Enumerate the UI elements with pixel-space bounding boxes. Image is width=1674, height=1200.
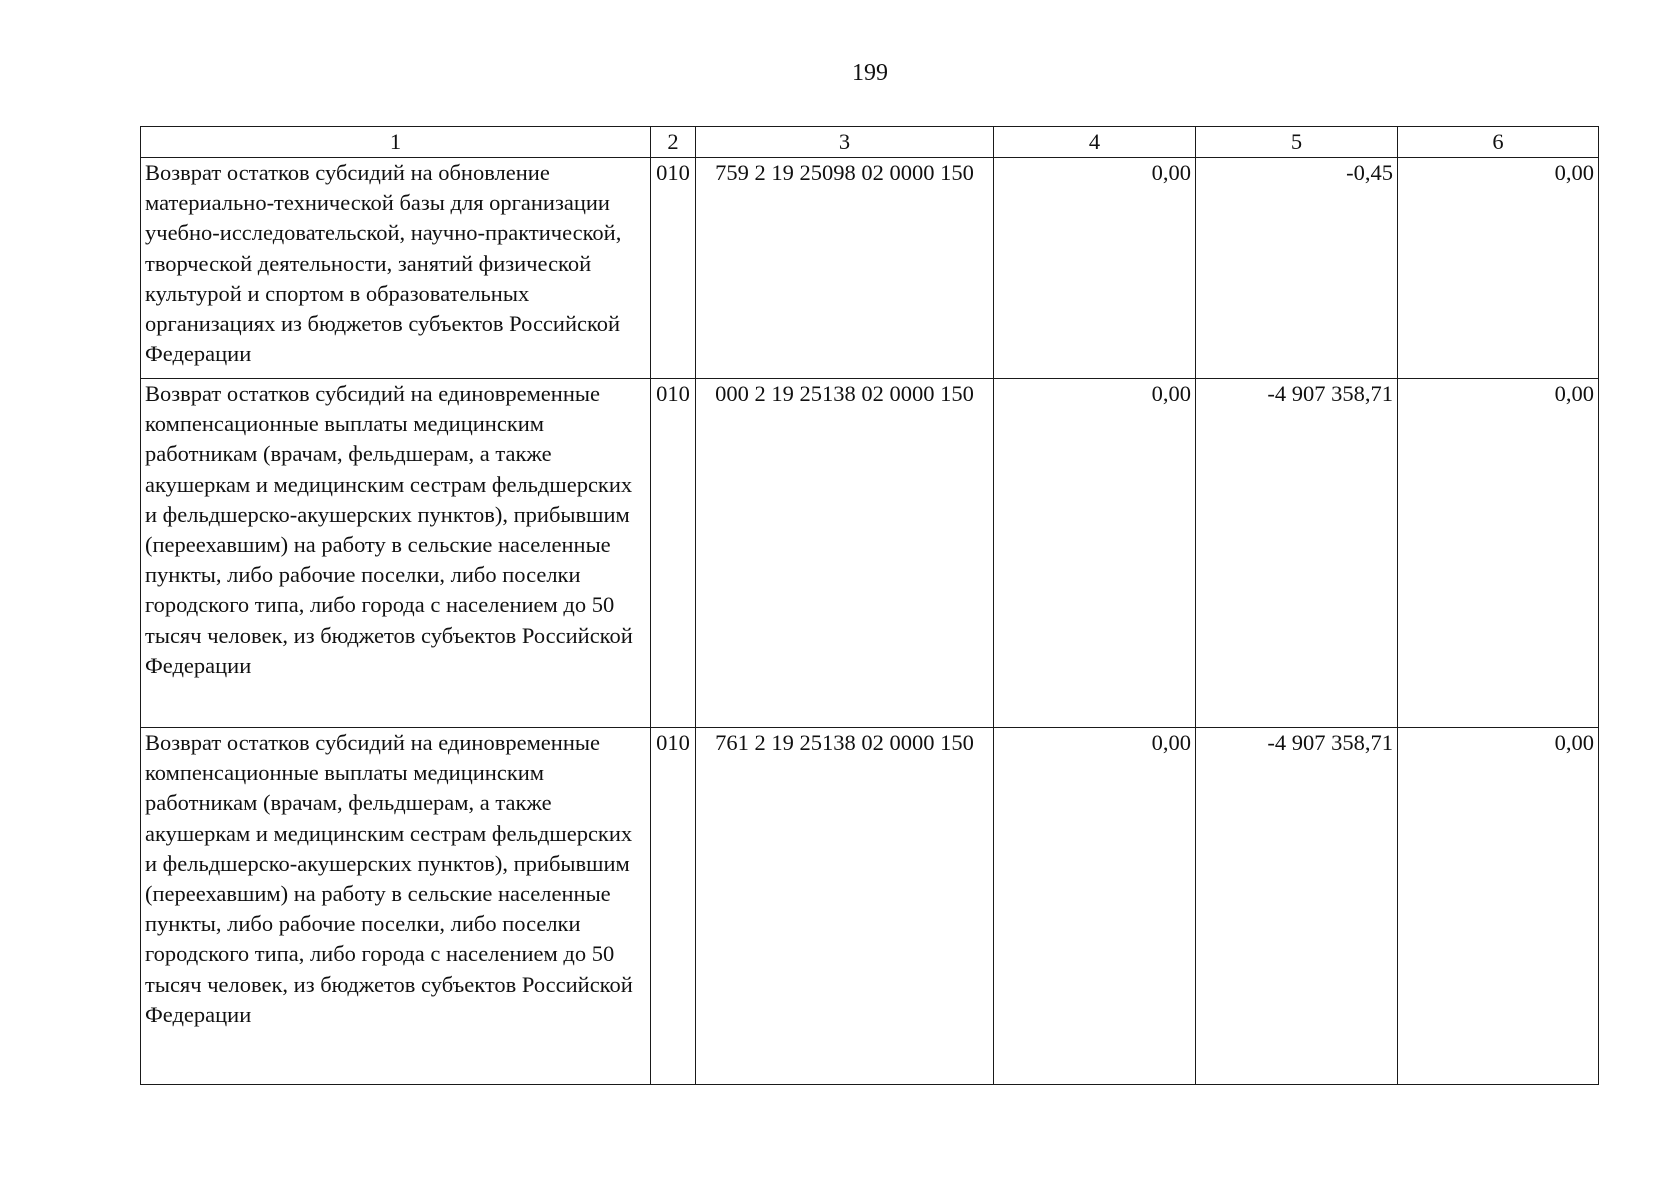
table-row xyxy=(141,158,1599,379)
budget-table xyxy=(140,126,1599,1085)
header-col-6: 6 xyxy=(1398,127,1599,158)
row-admin-code: 010 xyxy=(651,728,696,1085)
row-col4-value: 0,00 xyxy=(994,158,1196,379)
row-col5-value: -4 907 358,71 xyxy=(1196,728,1398,1085)
header-col-4: 4 xyxy=(994,127,1196,158)
row-name: Возврат остатков субсидий на единовременные компенсационные выплаты медицинским работникам (врачам, фельдшерам, а также акушеркам и медицинским сестрам фельдшерских и фельдшерско-акушерских пунктов), прибывшим (переехавшим) на работу в сельские населенные пункты, либо рабочие поселки, либо поселки городского типа, либо города с населением до 50 тысяч человек, из бюджетов субъектов Российской Федерации xyxy=(141,379,651,728)
row-budget-code: 759 2 19 25098 02 0000 150 xyxy=(696,158,994,379)
row-budget-code: 000 2 19 25138 02 0000 150 xyxy=(696,379,994,728)
row-admin-code: 010 xyxy=(651,379,696,728)
table-row xyxy=(141,379,1599,728)
header-col-1: 1 xyxy=(141,127,651,158)
row-budget-code: 761 2 19 25138 02 0000 150 xyxy=(696,728,994,1085)
row-col5-value: -4 907 358,71 xyxy=(1196,379,1398,728)
row-col4-value: 0,00 xyxy=(994,728,1196,1085)
row-col6-value: 0,00 xyxy=(1398,379,1599,728)
row-col6-value: 0,00 xyxy=(1398,728,1599,1085)
table-row xyxy=(141,728,1599,1085)
row-col4-value: 0,00 xyxy=(994,379,1196,728)
row-col5-value: -0,45 xyxy=(1196,158,1398,379)
header-col-2: 2 xyxy=(651,127,696,158)
row-admin-code: 010 xyxy=(651,158,696,379)
row-name: Возврат остатков субсидий на обновление материально-технической базы для организации учебно-исследовательской, научно-практической, творческой деятельности, занятий физической культурой и спортом в образовательных организациях из бюджетов субъектов Российской Федерации xyxy=(141,158,651,379)
row-name: Возврат остатков субсидий на единовременные компенсационные выплаты медицинским работникам (врачам, фельдшерам, а также акушеркам и медицинским сестрам фельдшерских и фельдшерско-акушерских пунктов), прибывшим (переехавшим) на работу в сельские населенные пункты, либо рабочие поселки, либо поселки городского типа, либо города с населением до 50 тысяч человек, из бюджетов субъектов Российской Федерации xyxy=(141,728,651,1085)
header-col-5: 5 xyxy=(1196,127,1398,158)
row-col6-value: 0,00 xyxy=(1398,158,1599,379)
header-col-3: 3 xyxy=(696,127,994,158)
page-number: 199 xyxy=(852,60,888,86)
header-row xyxy=(141,127,1599,158)
